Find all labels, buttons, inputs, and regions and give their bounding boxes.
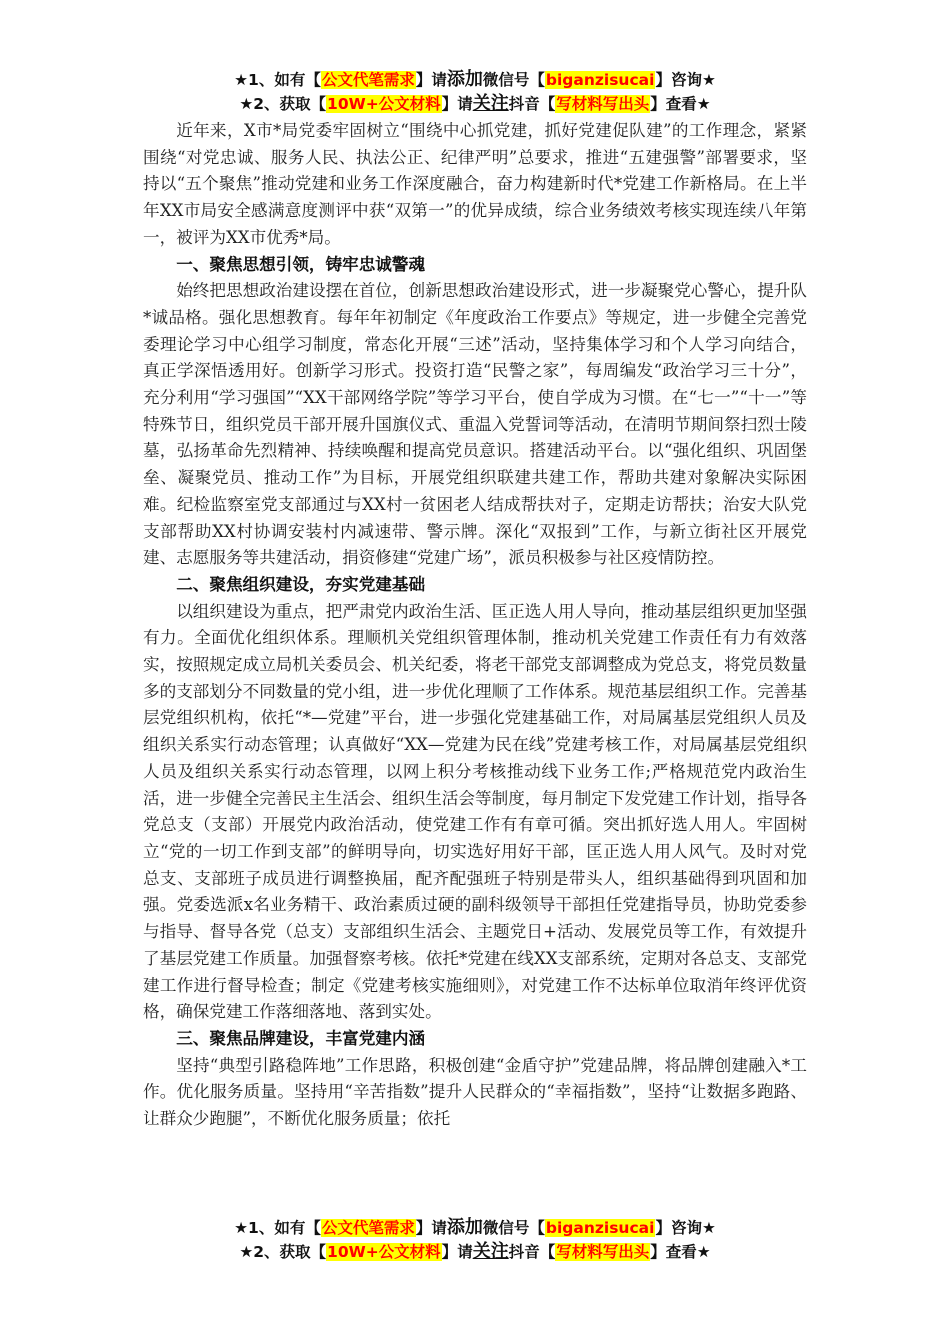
banner-highlight: 公文代笔需求 (321, 71, 415, 89)
intro-paragraph: 近年来，X市*局党委牢固树立“围绕中心抓党建，抓好党建促队建”的工作理念，紧紧围绕“对党忠诚、服务人民、执法公正、纪律严明”总要求，推进“五建强警”部署要求，坚持以“五个聚焦”推动党建和业务工作深度融合，奋力构建新时代*党建工作新格局。在上半年XX市局安全感满意度测评中获“双第一”的优异成绩，综合业务绩效考核实现连续八年第一，被评为XX市优秀*局。 (143, 121, 807, 247)
banner-text: 】请 (415, 1219, 447, 1237)
banner-emphasis: 关注 (472, 1241, 509, 1262)
banner-emphasis: 关注 (472, 93, 509, 114)
section-2-heading: 二、聚焦组织建设，夯实党建基础 (176, 574, 426, 594)
banner-highlight: 10W+公文材料 (327, 1243, 441, 1261)
banner-text: 】查看★ (650, 1243, 711, 1261)
banner-text: ★2、获取【 (239, 1243, 327, 1261)
section-3-heading: 三、聚焦品牌建设，丰富党建内涵 (176, 1028, 426, 1048)
section-2-paragraph: 以组织建设为重点，把严肃党内政治生活、匡正选人用人导向，推动基层组织更加坚强有力。全面优化组织体系。理顺机关党组织管理体制，推动机关党建工作责任有力有效落实，按照规定成立局机关委员会、机关纪委，将老干部党支部调整成为党总支，将党员数量多的支部划分不同数量的党小组，进一步优化理顺了工作体系。规范基层组织工作。完善基层党组织机构，依托“*—党建”平台，进一步强化党建基础工作，对局属基层党组织人员及组织关系实行动态管理；认真做好“XX—党建为民在线”党建考核工作，对局属基层党组织人员及组织关系实行动态管理，以网上积分考核推动线下业务工作;严格规范党内政治生活，进一步健全完善民主生活会、组织生活会等制度，每月制定下发党建工作计划，指导各党总支（支部）开展党内政治活动，使党建工作有有章可循。突出抓好选人用人。牢固树立“党的一切工作到支部”的鲜明导向，切实选好用好干部，匡正选人用人风气。及时对党总支、支部班子成员进行调整换届，配齐配强班子特别是带头人，组织基础得到巩固和加强。党委选派x名业务精干、政治素质过硬的副科级领导干部担任党建指导员，协助党委参与指导、督导各党（总支）支部组织生活会、主题党日+活动、发展党员等工作，有效提升了基层党建工作质量。加强督察考核。依托*党建在线XX支部系统，定期对各总支、支部党建工作进行督导检查；制定《党建考核实施细则》，对党建工作不达标单位取消年终评优资格，确保党建工作落细落地、落到实处。 (143, 601, 807, 1022)
top-banner (0, 68, 950, 116)
banner-highlight: 写材料写出头 (556, 95, 650, 113)
banner-emphasis: 添加 (446, 1217, 483, 1238)
banner-text: ★2、获取【 (239, 95, 327, 113)
banner-text: 】请 (441, 1243, 473, 1261)
banner-text: ★1、如有【 (234, 1219, 321, 1237)
banner-text: 微信号【 (482, 1219, 545, 1237)
banner-line-1 (0, 1216, 950, 1240)
banner-highlight: 公文代笔需求 (321, 1219, 415, 1237)
banner-text: 】请 (441, 95, 473, 113)
banner-text: 微信号【 (482, 71, 545, 89)
banner-text: 】查看★ (650, 95, 711, 113)
banner-text: 抖音【 (508, 1243, 556, 1261)
banner-highlight: biganzisucai (545, 71, 655, 89)
section-1-heading: 一、聚焦思想引领，铸牢忠诚警魂 (176, 254, 426, 274)
banner-text: 】咨询★ (655, 71, 716, 89)
bottom-banner (0, 1216, 950, 1264)
banner-text: ★1、如有【 (234, 71, 321, 89)
banner-highlight: 10W+公文材料 (327, 95, 441, 113)
banner-text: 抖音【 (508, 95, 556, 113)
section-3-paragraph: 坚持“典型引路稳阵地”工作思路，积极创建“金盾守护”党建品牌，将品牌创建融入*工作。优化服务质量。坚持用“辛苦指数”提升人民群众的“幸福指数”，坚持“让数据多跑路、让群众少跑腿”，不断优化服务质量；依托 (143, 1055, 807, 1129)
banner-highlight: biganzisucai (545, 1219, 655, 1237)
banner-highlight: 写材料写出头 (556, 1243, 650, 1261)
banner-text: 】请 (415, 71, 447, 89)
banner-emphasis: 添加 (446, 69, 483, 90)
banner-line-2 (0, 92, 950, 116)
banner-line-2 (0, 1240, 950, 1264)
banner-text: 】咨询★ (655, 1219, 716, 1237)
banner-line-1 (0, 68, 950, 92)
document-body (143, 118, 807, 1133)
section-1-paragraph: 始终把思想政治建设摆在首位，创新思想政治建设形式，进一步凝聚党心警心，提升队*诚品格。强化思想教育。每年年初制定《年度政治工作要点》等规定，进一步健全完善党委理论学习中心组学习制度，常态化开展“三述”活动，坚持集体学习和个人学习向结合，真正学深悟透用好。创新学习形式。投资打造“民警之家”，每周编发“政治学习三十分”，充分利用“学习强国”“XX干部网络学院”等学习平台，使自学成为习惯。在“七一”“十一”等特殊节日，组织党员干部开展升国旗仪式、重温入党誓词等活动，在清明节期间祭扫烈士陵墓，弘扬革命先烈精神、持续唤醒和提高党员意识。搭建活动平台。以“强化组织、巩固堡垒、凝聚党员、推动工作”为目标，开展党组织联建共建工作，帮助共建对象解决实际困难。纪检监察室党支部通过与XX村一贫困老人结成帮扶对子，定期走访帮扶；治安大队党支部帮助XX村协调安装村内减速带、警示牌。深化“双报到”工作，与新立街社区开展党建、志愿服务等共建活动，捐资修建“党建广场”，派员积极参与社区疫情防控。 (143, 281, 807, 568)
